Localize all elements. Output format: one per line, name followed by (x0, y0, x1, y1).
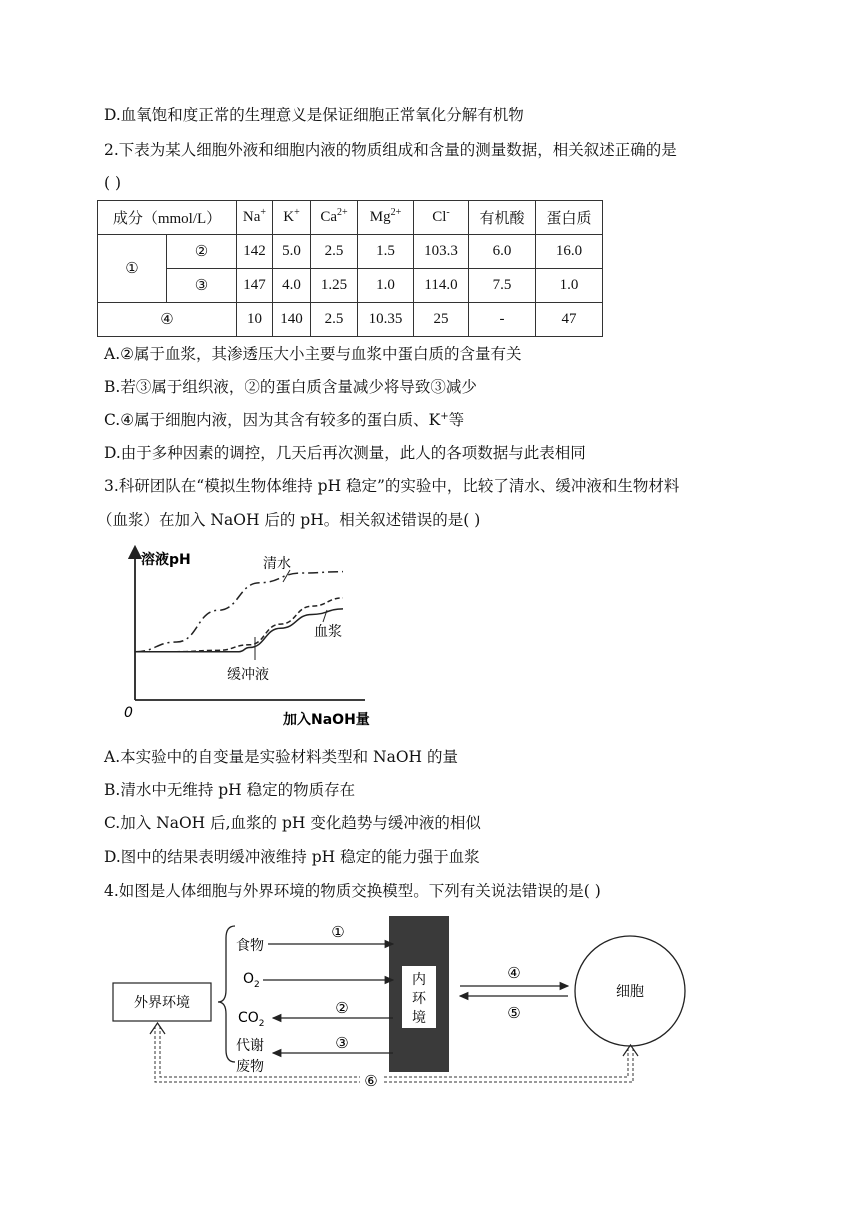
cell: 142 (237, 235, 273, 269)
col-protein: 蛋白质 (536, 201, 603, 235)
cell: 1.0 (358, 269, 414, 303)
group-label-1: ① (98, 235, 167, 303)
num-5: ⑤ (507, 1004, 521, 1022)
row-label-2: ② (167, 235, 237, 269)
series-layer (135, 572, 343, 652)
series-label-plasma: 血浆 (314, 624, 342, 640)
cell: 140 (273, 303, 311, 337)
row-label-4: ④ (98, 303, 237, 337)
cell: 7.5 (469, 269, 536, 303)
col-mg: $Mg^{2+}$ (358, 201, 414, 235)
q2-option-d: D.由于多种因素的调控，几天后再次测量，此人的各项数据与此表相同 (104, 444, 586, 462)
cell: 103.3 (414, 235, 469, 269)
cell: 47 (536, 303, 603, 337)
q1-option-d: D.血氧饱和度正常的生理意义是保证细胞正常氧化分解有机物 (104, 106, 524, 124)
num-3: ③ (335, 1034, 349, 1052)
col-na: Na+ (237, 201, 273, 235)
q2-option-b: B.若③属于组织液，②的蛋白质含量减少将导致③减少 (104, 378, 477, 396)
num-4: ④ (507, 964, 521, 982)
row-label-3: ③ (167, 269, 237, 303)
col-organic-acid: 有机酸 (469, 201, 536, 235)
cell: 2.5 (311, 235, 358, 269)
cell: 25 (414, 303, 469, 337)
cell: 1.25 (311, 269, 358, 303)
waste-label-1: 代谢 (236, 1038, 264, 1054)
num-1: ① (331, 923, 345, 941)
table-row (98, 269, 603, 303)
col-ca: $Ca^{2+}$ (311, 201, 358, 235)
x-axis-label: 加入NaOH量 (283, 712, 370, 728)
cell: 5.0 (273, 235, 311, 269)
outer-environment-label: 外界环境 (134, 995, 190, 1011)
dashed-arrow-head-left (150, 1023, 165, 1034)
q3-stem-cont: （血浆）在加入 NaOH 后的 pH。相关叙述错误的是( ) (97, 511, 481, 529)
series-water (135, 572, 343, 652)
internal-label-3: 境 (412, 1010, 426, 1026)
q3-option-d: D.图中的结果表明缓冲液维持 pH 稳定的能力强于血浆 (104, 848, 480, 866)
cell: 4.0 (273, 269, 311, 303)
num-2: ② (335, 999, 349, 1017)
cell: 147 (237, 269, 273, 303)
q3-option-a: A.本实验中的自变量是实验材料类型和 NaOH 的量 (104, 748, 459, 766)
food-label: 食物 (236, 938, 264, 954)
cell: - (469, 303, 536, 337)
cell: 1.5 (358, 235, 414, 269)
q2-answer-paren: ( ) (104, 174, 122, 192)
table-row (98, 303, 603, 337)
composition-table (97, 200, 603, 337)
y-axis-label: 溶液pH (141, 552, 191, 568)
q3-option-c: C.加入 NaOH 后,血浆的 pH 变化趋势与缓冲液的相似 (104, 814, 481, 832)
num-6: ⑥ (364, 1072, 378, 1090)
dashed-arrow-head-right (623, 1045, 638, 1056)
origin-label: 0 (124, 705, 133, 721)
exchange-diagram (110, 910, 690, 1100)
cell: 16.0 (536, 235, 603, 269)
co2-label: $CO_2$ (238, 1010, 265, 1029)
cell: 10.35 (358, 303, 414, 337)
o2-label: $O_2$ (243, 971, 260, 990)
cell: 10 (237, 303, 273, 337)
q2-option-c: C.④属于细胞内液，因为其含有较多的蛋白质、K+等 (104, 410, 465, 429)
col-cl: Cl- (414, 201, 469, 235)
waste-label-2: 废物 (236, 1059, 264, 1075)
cell: 114.0 (414, 269, 469, 303)
internal-label-1: 内 (412, 972, 426, 988)
cell: 6.0 (469, 235, 536, 269)
cell-label: 细胞 (616, 984, 644, 1000)
col-k: K+ (273, 201, 311, 235)
q3-option-b: B.清水中无维持 pH 稳定的物质存在 (104, 781, 356, 799)
series-plasma (135, 598, 343, 652)
series-label-water: 清水 (263, 556, 291, 572)
brace (218, 926, 235, 1062)
internal-label-2: 环 (412, 991, 426, 1007)
series-label-buffer: 缓冲液 (227, 667, 269, 683)
q2-option-a: A.②属于血浆，其渗透压大小主要与血浆中蛋白质的含量有关 (104, 345, 522, 363)
table-row (98, 235, 603, 269)
table-header-label: 成分（mmol/L） (98, 201, 237, 235)
q3-stem: 3.科研团队在“模拟生物体维持 pH 稳定”的实验中，比较了清水、缓冲液和生物材料 (104, 477, 680, 495)
cell: 1.0 (536, 269, 603, 303)
q2-stem: 2.下表为某人细胞外液和细胞内液的物质组成和含量的测量数据，相关叙述正确的是 (104, 141, 677, 159)
cell: 2.5 (311, 303, 358, 337)
ph-chart (115, 542, 375, 732)
q4-stem: 4.如图是人体细胞与外界环境的物质交换模型。下列有关说法错误的是( ) (104, 882, 601, 900)
